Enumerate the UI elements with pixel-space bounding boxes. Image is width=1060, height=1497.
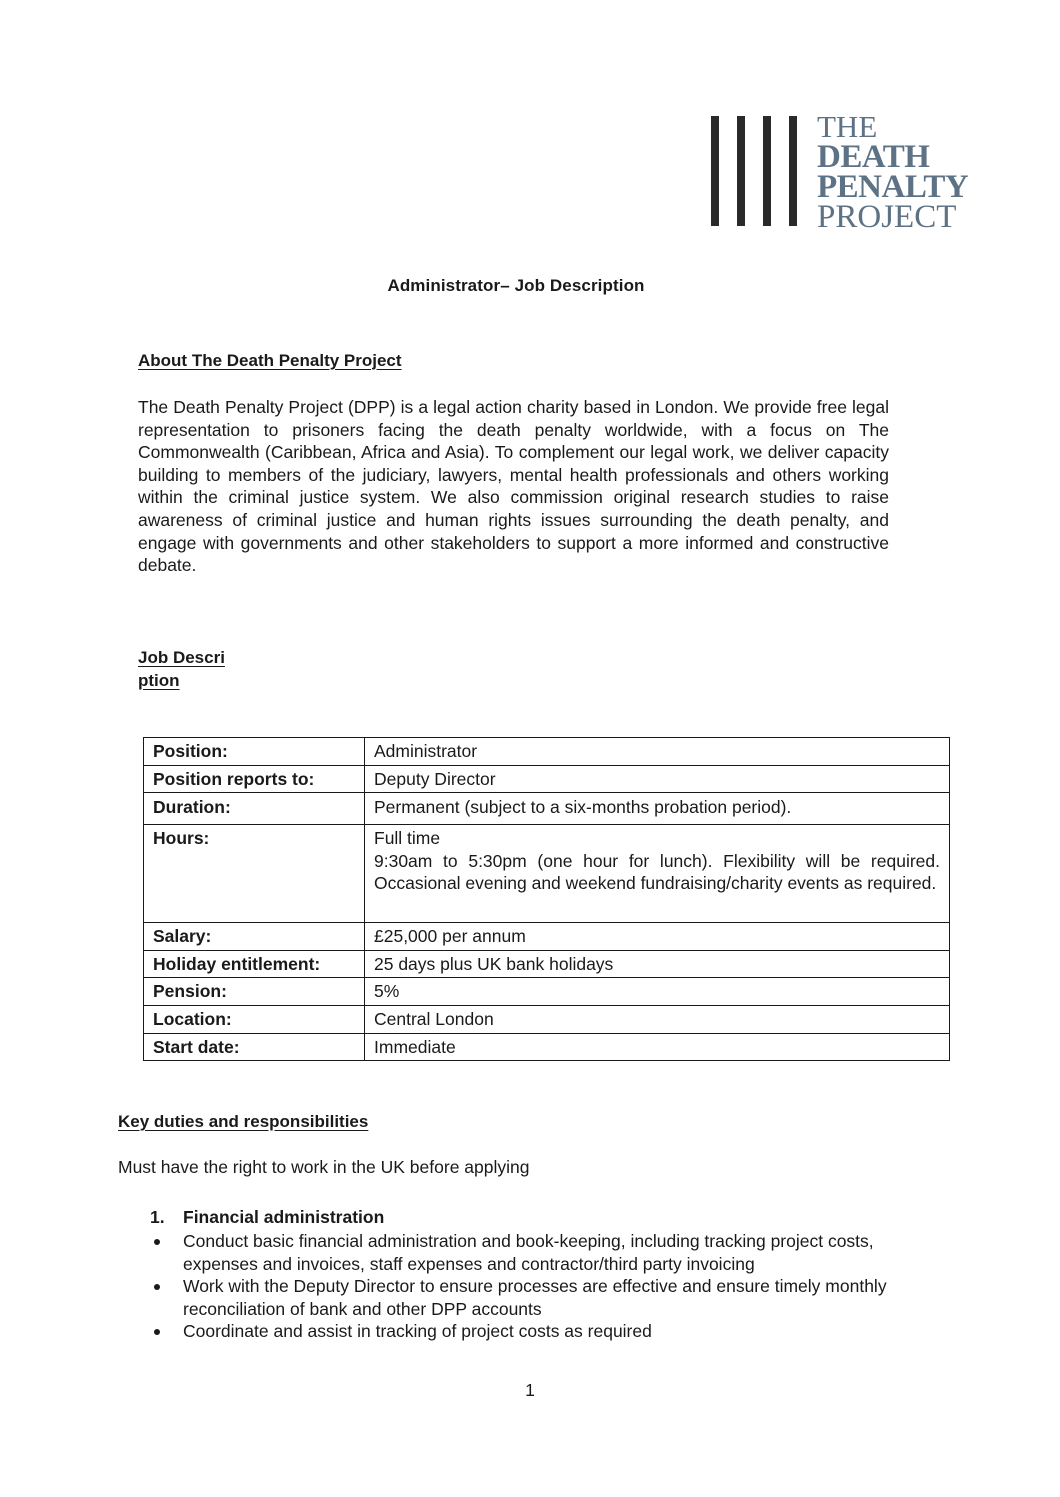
row-value: £25,000 per annum [365,923,950,951]
table-row [144,738,950,766]
row-label: Start date: [144,1033,365,1061]
list-item [150,1230,910,1275]
row-label: Salary: [144,923,365,951]
page-number: 1 [525,1380,535,1400]
logo-bar [737,116,745,226]
table-row [144,1005,950,1033]
row-value: Deputy Director [365,765,950,793]
document-title: Administrator– Job Description [387,276,645,295]
table-row [144,765,950,793]
list-item-text: Work with the Deputy Director to ensure processes are effective and ensure timely monthly reconciliation of bank and other DPP accounts [183,1276,887,1319]
logo-line-death: DEATH [817,139,930,175]
row-label: Location: [144,1005,365,1033]
table-row [144,923,950,951]
row-label: Hours: [144,825,365,923]
right-to-work-note: Must have the right to work in the UK before applying [118,1157,530,1177]
list-item [150,1275,910,1320]
dpp-logo [708,109,978,235]
hours-type: Full time [374,828,441,849]
row-value: Administrator [365,738,950,766]
duty-section-number: 1. [150,1207,165,1227]
table-row [144,978,950,1006]
row-label: Holiday entitlement: [144,950,365,978]
row-value: 25 days plus UK bank holidays [365,950,950,978]
bullet-icon [154,1239,160,1245]
about-paragraph: The Death Penalty Project (DPP) is a legal action charity based in London. We provide free legal representation to prisoners facing the death penalty worldwide, with a focus on The Commonwealth (Caribbean, Africa and Asia). To complement our legal work, we deliver capacity building to members of the judiciary, lawyers, mental health professionals and others working within the criminal justice system. We also commission original research studies to raise awareness of criminal justice and human rights issues surrounding the death penalty, and engage with governments and other stakeholders to support a more informed and constructive debate. [138,397,889,576]
table-row [144,950,950,978]
logo-bars-icon [708,116,798,226]
logo-line-the: THE [817,109,878,144]
logo-bar [711,116,719,226]
logo-line-project: PROJECT [817,199,957,235]
row-label: Duration: [144,793,365,825]
table-row [144,793,950,825]
list-item-text: Coordinate and assist in tracking of project costs as required [183,1321,652,1342]
row-value [365,825,950,923]
duty-section-title: Financial administration [183,1207,385,1227]
hours-detail: 9:30am to 5:30pm (one hour for lunch). Flexibility will be required. Occasional evening and weekend fundraising/charity events as required. [374,850,940,894]
row-label: Pension: [144,978,365,1006]
job-description-heading: Job Description [138,648,225,690]
duties-heading: Key duties and responsibilities [118,1112,369,1131]
duty-section-heading [150,1207,384,1228]
about-heading: About The Death Penalty Project [138,351,402,370]
row-value: Central London [365,1005,950,1033]
financial-duties-list [150,1230,910,1343]
list-item-text: Conduct basic financial administration and book-keeping, including tracking project costs, expenses and invoices, staff expenses and contractor/third party invoicing [183,1231,874,1274]
list-item [150,1320,910,1343]
row-label: Position reports to: [144,765,365,793]
table-row [144,1033,950,1061]
logo-bar [789,116,797,226]
job-details-table [143,737,950,1061]
bullet-icon [154,1284,160,1290]
row-value: 5% [365,978,950,1006]
bullet-icon [154,1329,160,1335]
table-row [144,825,950,923]
logo-bar [763,116,771,226]
logo-line-penalty: PENALTY [817,169,969,205]
row-value: Permanent (subject to a six-months probation period). [365,793,950,825]
row-value: Immediate [365,1033,950,1061]
row-label: Position: [144,738,365,766]
logo-wordmark [817,109,969,235]
